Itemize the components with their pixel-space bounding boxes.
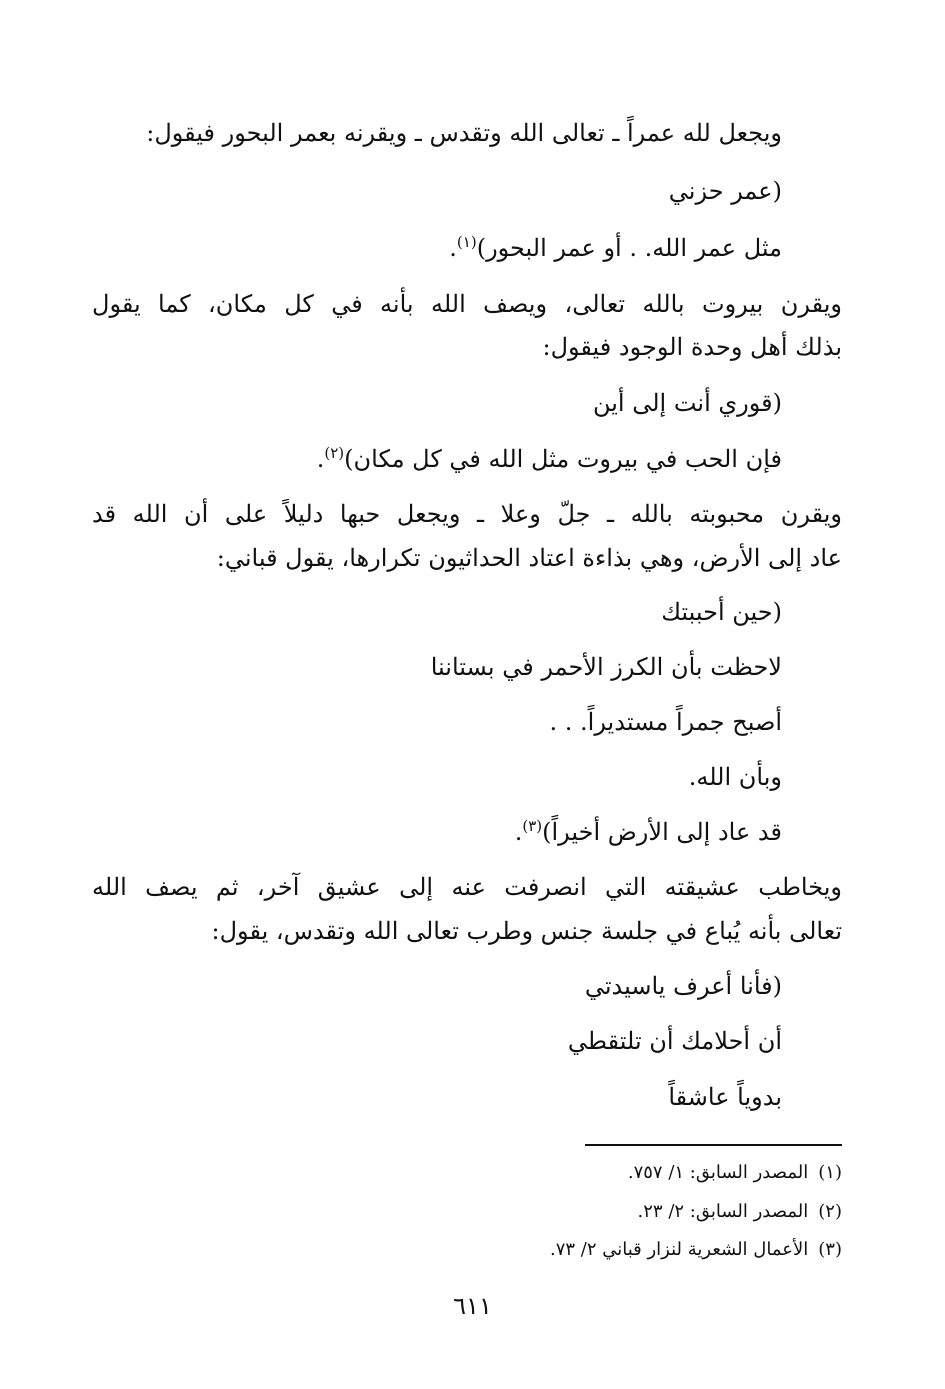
footnote	[550, 1234, 842, 1266]
verse-line	[317, 439, 782, 479]
verse-text: مثل عمر الله. . أو عمر البحور)	[476, 234, 782, 262]
footnote-text: الأعمال الشعرية لنزار قباني ٢/ ٧٣.	[549, 1239, 809, 1260]
verse-line: لاحظت بأن الكرز الأحمر في بستاننا	[430, 653, 782, 681]
footnote-marker: (٢)	[324, 444, 345, 462]
period: .	[514, 818, 523, 846]
verse-line: (عمر حزني	[668, 177, 782, 205]
text-line: بذلك أهل وحدة الوجود فيقول:	[542, 333, 842, 361]
verse-line: (حين أحببتك	[661, 598, 782, 626]
text-line: ويجعل لله عمراً ـ تعالى الله وتقدس ـ ويقرنه بعمر البحور فيقول:	[146, 119, 782, 147]
footnote	[638, 1196, 842, 1228]
page-number: ٦١١	[453, 1292, 492, 1320]
verse-line: أصبح جمراً مستديراً. . .	[549, 708, 782, 736]
footnote-number: (١)	[818, 1162, 842, 1183]
text-line: ويقرن بيروت بالله تعالى، ويصف الله بأنه في كل مكان، كما يقول	[92, 290, 842, 318]
text-line: عاد إلى الأرض، وهي بذاءة اعتاد الحداثيون تكرارها، يقول قباني:	[216, 544, 842, 572]
footnote-text: المصدر السابق: ٢/ ٢٣.	[637, 1201, 809, 1222]
verse-text: قد عاد إلى الأرض أخيراً)	[542, 818, 782, 846]
verse-line	[515, 812, 782, 852]
footnote-number: (٢)	[818, 1201, 842, 1222]
footnote-separator	[585, 1144, 842, 1146]
verse-line: (فأنا أعرف ياسيدتي	[584, 972, 782, 1000]
footnote	[628, 1157, 842, 1189]
verse-text: فإن الحب في بيروت مثل الله في كل مكان)	[344, 445, 782, 473]
period: .	[316, 445, 325, 473]
footnote-marker: (٣)	[522, 817, 543, 835]
footnote-marker: (١)	[456, 233, 477, 251]
verse-line: (قوري أنت إلى أين	[592, 389, 782, 417]
period: .	[449, 234, 457, 262]
footnote-number: (٣)	[818, 1239, 842, 1260]
text-line: تعالى بأنه يُباع في جلسة جنس وطرب تعالى الله وتقدس، يقول:	[211, 917, 842, 945]
verse-line: أن أحلامك أن تلتقطي	[567, 1027, 782, 1055]
footnote-text: المصدر السابق: ١/ ٧٥٧.	[627, 1162, 809, 1183]
verse-line: وبأن الله.	[688, 763, 782, 791]
text-line: ويقرن محبوبته بالله ـ جلّ وعلا ـ ويجعل حبها دليلاً على أن الله قد	[92, 500, 842, 528]
verse-line	[449, 228, 782, 268]
verse-line: بدوياً عاشقاً	[668, 1083, 782, 1111]
text-line: ويخاطب عشيقته التي انصرفت عنه إلى عشيق آخر، ثم يصف الله	[92, 873, 842, 901]
